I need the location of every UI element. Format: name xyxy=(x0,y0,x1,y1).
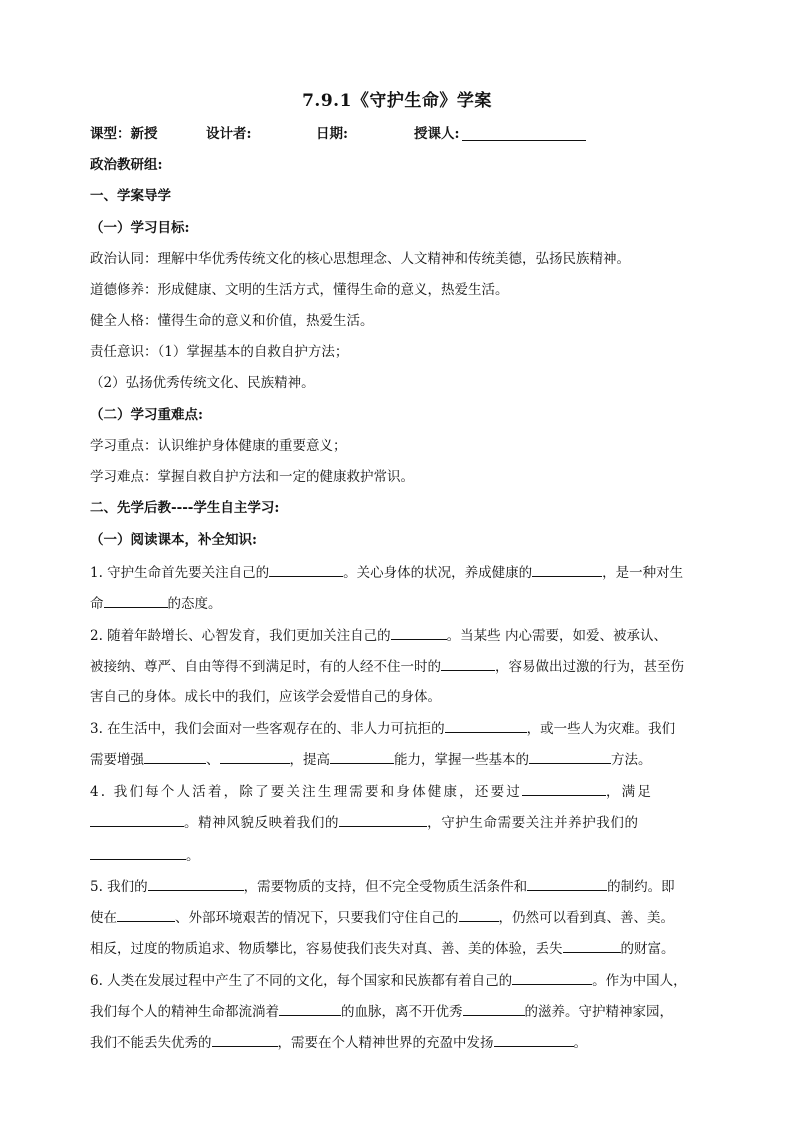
question-6-line-1 xyxy=(90,970,706,991)
section-2-heading: 二、先学后教----学生自主学习: xyxy=(90,500,280,516)
section-1-heading: 一、学案导学 xyxy=(90,188,171,204)
question-text: 被接纳、尊严、自由等得不到满足时，有的人经不住一时的 xyxy=(90,659,441,675)
question-text: 1. 守护生命首先要关注自己的 xyxy=(90,565,270,581)
question-text: 、 xyxy=(206,752,220,768)
question-text: ，需要物质的支持，但不完全受物质生活条件和 xyxy=(243,879,528,895)
answer-blank[interactable] xyxy=(494,1032,574,1047)
goal-item: （2）弘扬优秀传统文化、民族精神。 xyxy=(90,375,315,391)
question-3-line-2 xyxy=(90,749,706,770)
question-1-line-1 xyxy=(90,562,706,583)
answer-blank[interactable] xyxy=(441,656,495,671)
question-text: 的制约。即 xyxy=(607,879,675,895)
question-text: ，容易做出过激的行为，甚至伤 xyxy=(495,659,684,675)
question-text: 5. 我们的 xyxy=(90,879,148,895)
answer-blank[interactable] xyxy=(117,907,175,922)
group-label: 政治教研组: xyxy=(90,157,163,173)
question-1-line-2 xyxy=(90,593,706,614)
question-text: 3. 在生活中，我们会面对一些客观存在的、非人力可抗拒的 xyxy=(90,721,445,737)
answer-blank[interactable] xyxy=(330,749,394,764)
teacher-blank[interactable] xyxy=(462,126,586,141)
question-text: 。作为中国人， xyxy=(592,973,687,989)
question-text: 的血脉，离不开优秀 xyxy=(341,1004,463,1020)
question-text: 的态度。 xyxy=(167,596,222,612)
question-text: 2. 随着年龄增长、心智发育，我们更加关注自己的 xyxy=(90,628,391,644)
goal-item: 健全人格：懂得生命的意义和价值，热爱生活。 xyxy=(90,313,374,329)
question-text: 使在 xyxy=(90,910,117,926)
date-label: 日期: xyxy=(316,126,348,142)
answer-blank[interactable] xyxy=(220,749,290,764)
question-text: 。 xyxy=(573,1035,587,1051)
question-text: ，或一些人为灾难。我们 xyxy=(526,721,676,737)
question-text: 6. 人类在发展过程中产生了不同的文化，每个国家和民族都有着自己的 xyxy=(90,973,513,989)
question-text: 命 xyxy=(90,596,104,612)
question-2-line-2 xyxy=(90,656,706,677)
answer-blank[interactable] xyxy=(269,562,343,577)
reading-heading: （一）阅读课本，补全知识: xyxy=(90,532,257,548)
answer-blank[interactable] xyxy=(90,812,184,827)
question-text: ，需要在个人精神世界的充盈中发扬 xyxy=(277,1035,494,1051)
lesson-type: 课型：新授 xyxy=(90,126,158,142)
question-text: ，是一种对生 xyxy=(602,565,684,581)
question-5-line-3 xyxy=(90,938,706,959)
question-3-line-1 xyxy=(90,718,706,739)
question-text: ，提高 xyxy=(289,752,330,768)
question-text: 我们不能丢失优秀的 xyxy=(90,1035,212,1051)
answer-blank[interactable] xyxy=(391,625,447,640)
question-text: ，守护生命需要关注并养护我们的 xyxy=(427,815,639,831)
question-text: 。 xyxy=(186,848,200,864)
answer-blank[interactable] xyxy=(563,938,621,953)
answer-blank[interactable] xyxy=(463,1001,525,1016)
page-title: 7.9.1《守护生命》学案 xyxy=(302,91,492,111)
answer-blank[interactable] xyxy=(522,781,606,796)
question-4-line-3 xyxy=(90,845,706,866)
designer-label: 设计者: xyxy=(206,126,252,142)
question-4-line-2 xyxy=(90,812,706,833)
question-text: 能力，掌握一些基本的 xyxy=(394,752,529,768)
answer-blank[interactable] xyxy=(445,718,527,733)
question-4-line-1 xyxy=(90,781,706,802)
question-text: ，仍然可以看到真、善、美。 xyxy=(498,910,674,926)
answer-blank[interactable] xyxy=(104,593,168,608)
goal-item: 责任意识：（1）掌握基本的自救自护方法； xyxy=(90,344,349,360)
answer-blank[interactable] xyxy=(144,749,206,764)
key-points-heading: （二）学习重难点: xyxy=(90,407,203,423)
difficult-point: 学习难点：掌握自救自护方法和一定的健康救护常识。 xyxy=(90,469,414,485)
question-text: 的滋养。守护精神家园， xyxy=(524,1004,673,1020)
question-text: 。当某些 内心需要，如爱、被承认、 xyxy=(446,628,667,644)
key-point: 学习重点：认识维护身体健康的重要意义； xyxy=(90,438,347,454)
answer-blank[interactable] xyxy=(90,845,186,860)
question-text: 相反，过度的物质追求、物质攀比，容易使我们丧失对真、善、美的体验，丢失 xyxy=(90,941,563,957)
learning-goals-heading: （一）学习目标: xyxy=(90,220,190,236)
goal-item: 道德修养：形成健康、文明的生活方式，懂得生命的意义，热爱生活。 xyxy=(90,282,509,298)
answer-blank[interactable] xyxy=(527,876,607,891)
question-text: 我们每个人的精神生命都流淌着 xyxy=(90,1004,279,1020)
question-2-line-1 xyxy=(90,625,706,646)
question-text: ，满足 xyxy=(605,784,654,800)
teacher-label: 授课人: xyxy=(414,126,460,142)
question-text: 的财富。 xyxy=(620,941,675,957)
question-text: 。精神风貌反映着我们的 xyxy=(184,815,340,831)
answer-blank[interactable] xyxy=(339,812,427,827)
answer-blank[interactable] xyxy=(212,1032,278,1047)
question-text: 方法。 xyxy=(611,752,652,768)
answer-blank[interactable] xyxy=(148,876,244,891)
question-6-line-2 xyxy=(90,1001,706,1022)
goal-item: 政治认同：理解中华优秀传统文化的核心思想理念、人文精神和传统美德，弘扬民族精神。 xyxy=(90,251,630,267)
question-text: 、外部环境艰苦的情况下，只要我们守住自己的 xyxy=(175,910,459,926)
question-6-line-3 xyxy=(90,1032,706,1053)
question-5-line-1 xyxy=(90,876,706,897)
question-text: 。关心身体的状况，养成健康的 xyxy=(343,565,533,581)
question-2-line-3: 害自己的身体。成长中的我们，应该学会爱惜自己的身体。 xyxy=(90,689,441,705)
question-text: 需要增强 xyxy=(90,752,144,768)
question-5-line-2 xyxy=(90,907,706,928)
answer-blank[interactable] xyxy=(279,1001,341,1016)
answer-blank[interactable] xyxy=(532,562,602,577)
question-text: 4. 我们每个人活着，除了要关注生理需要和身体健康，还要过 xyxy=(90,784,522,800)
answer-blank[interactable] xyxy=(529,749,611,764)
answer-blank[interactable] xyxy=(459,907,499,922)
answer-blank[interactable] xyxy=(512,970,592,985)
